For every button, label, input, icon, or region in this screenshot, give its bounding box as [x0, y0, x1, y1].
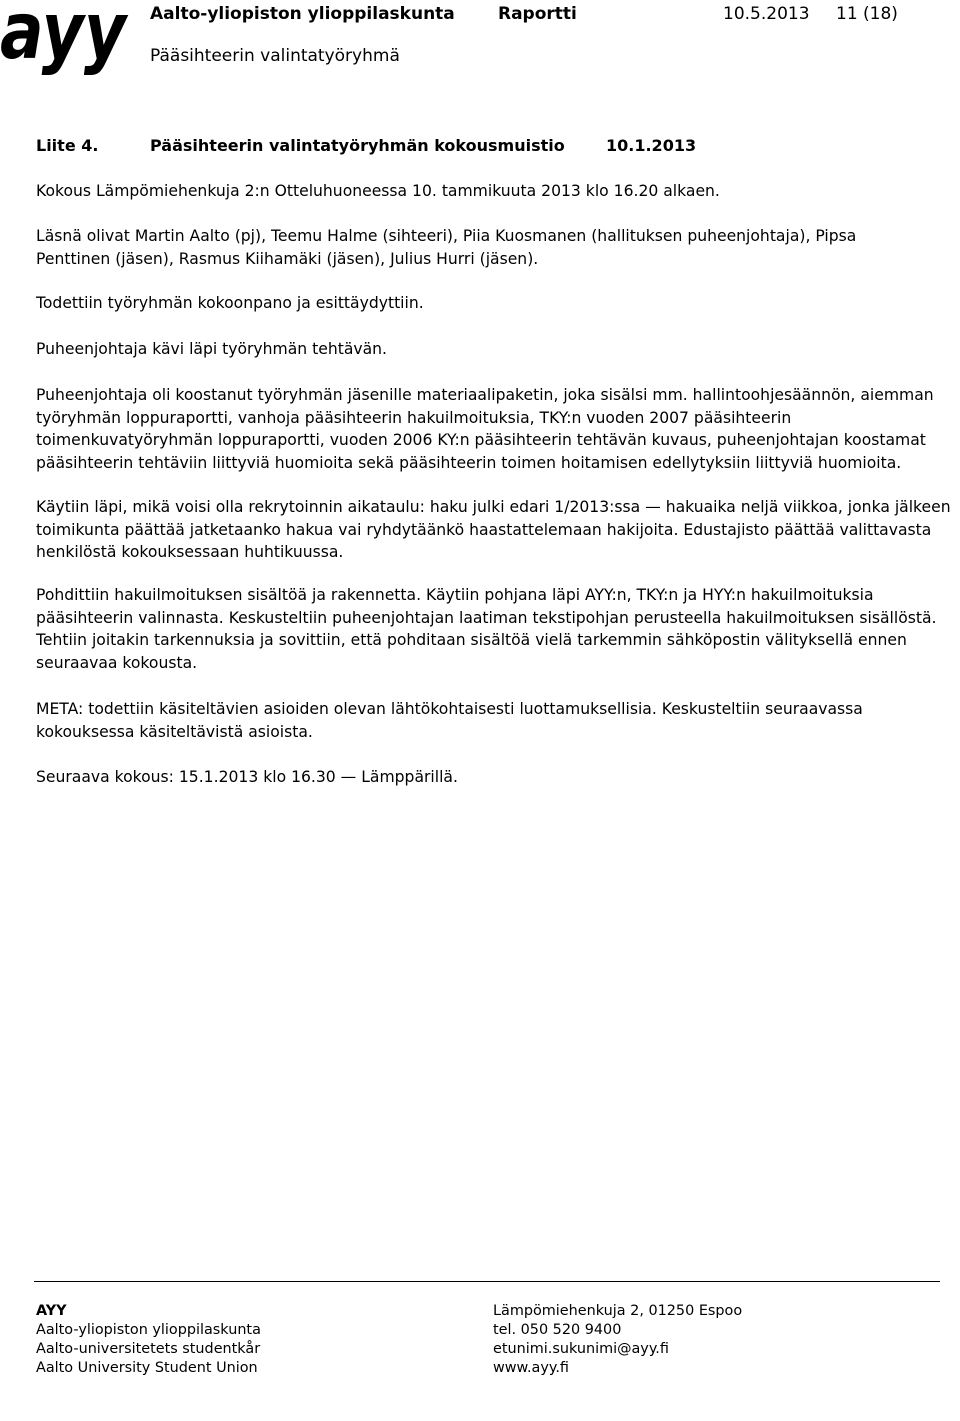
text-line: kokouksessa käsiteltävistä asioista. — [36, 722, 313, 741]
footer-address: Lämpömiehenkuja 2, 01250 Espoo — [493, 1303, 743, 1319]
footer-org-en: Aalto University Student Union — [36, 1360, 258, 1376]
text-line: seuraavaa kokousta. — [36, 653, 198, 672]
text-line: META: todettiin käsiteltävien asioiden olevan lähtökohtaisesti luottamuksellisia. Keskusteltiin seuraavassa — [36, 700, 863, 718]
appendix-title: Pääsihteerin valintatyöryhmän kokousmuistio — [150, 136, 565, 155]
footer-org-short: AYY — [36, 1303, 67, 1319]
footer-divider — [34, 1281, 940, 1282]
text-line: toimenkuvatyöryhmän loppuraportti, vuoden 2006 KY:n pääsihteerin tehtävän kuvaus, puheenjohtajan koostamat — [36, 431, 926, 450]
paragraph-announcement — [36, 584, 937, 674]
text-line: Tehtiin joitakin tarkennuksia ja sovittiin, että pohditaan sisältöä vielä tarkemmin sähköpostin välityksellä ennen — [36, 631, 907, 650]
header-page: 11 (18) — [836, 4, 898, 24]
header-date: 10.5.2013 — [723, 4, 810, 24]
text-line: pääsihteerin tehtäviin liittyviä huomioita sekä pääsihteerin toimen hoitamisen edellytyksiin liittyviä huomioita. — [36, 453, 902, 472]
text-line: Kokous Lämpömiehenkuja 2:n Otteluhuoneessa 10. tammikuuta 2013 klo 16.20 alkaen. — [36, 182, 720, 200]
text-line: toimikunta päättää jatketaanko hakua vai ryhdytäänkö haastattelemaan hakijoita. Edustajisto päättää valittavasta — [36, 520, 932, 539]
paragraph-meta — [36, 698, 863, 743]
footer-organization — [36, 1302, 261, 1378]
header-doc-type: Raportti — [498, 4, 577, 24]
text-line: työryhmän loppuraportti, vanhoja pääsihteerin hakuilmoituksia, TKY:n vuoden 2007 pääsihteerin — [36, 408, 792, 427]
footer-org-sv: Aalto-universitetets studentkår — [36, 1341, 261, 1357]
text-line: Läsnä olivat Martin Aalto (pj), Teemu Halme (sihteeri), Piia Kuosmanen (hallituksen puheenjohtaja), Pipsa — [36, 227, 857, 245]
footer-phone: tel. 050 520 9400 — [493, 1322, 622, 1338]
paragraph-meeting-info — [36, 180, 720, 203]
text-line: Penttinen (jäsen), Rasmus Kiihamäki (jäsen), Julius Hurri (jäsen). — [36, 249, 539, 268]
paragraph-task — [36, 338, 387, 361]
footer-contact — [493, 1302, 742, 1378]
text-line: Todettiin työryhmän kokoonpano ja esittäydyttiin. — [36, 294, 424, 312]
header-subtitle: Pääsihteerin valintatyöryhmä — [150, 46, 400, 66]
logo-text: ayy — [0, 0, 129, 77]
footer-email[interactable]: etunimi.sukunimi@ayy.fi — [493, 1341, 669, 1357]
paragraph-attendees — [36, 225, 856, 270]
text-line: Käytiin läpi, mikä voisi olla rekrytoinnin aikataulu: haku julki edari 1/2013:ssa — hakuaika neljä viikkoa, jonka jälkeen — [36, 498, 951, 516]
text-line: henkilöstä kokouksessaan huhtikuussa. — [36, 543, 344, 562]
text-line: Seuraava kokous: 15.1.2013 klo 16.30 — Lämppärillä. — [36, 768, 458, 786]
ayy-logo — [0, 0, 130, 100]
paragraph-next-meeting — [36, 766, 458, 789]
text-line: Pohdittiin hakuilmoituksen sisältöä ja rakennetta. Käytiin pohjana läpi AYY:n, TKY:n ja HYY:n hakuilmoituksia — [36, 586, 874, 604]
appendix-date: 10.1.2013 — [606, 136, 697, 155]
paragraph-schedule — [36, 496, 951, 564]
footer-org-fi: Aalto-yliopiston ylioppilaskunta — [36, 1322, 261, 1338]
paragraph-composition — [36, 292, 424, 315]
text-line: Puheenjohtaja oli koostanut työryhmän jäsenille materiaalipaketin, joka sisälsi mm. hallintoohjesäännön, aiemman — [36, 386, 934, 404]
header-organization: Aalto-yliopiston ylioppilaskunta — [150, 4, 455, 24]
appendix-label: Liite 4. — [36, 136, 99, 155]
footer-website[interactable]: www.ayy.fi — [493, 1360, 569, 1376]
text-line: pääsihteerin valinnasta. Keskusteltiin puheenjohtajan laatiman tekstipohjan perusteella hakuilmoituksen sisällöstä. — [36, 608, 937, 627]
text-line: Puheenjohtaja kävi läpi työryhmän tehtävän. — [36, 340, 388, 358]
paragraph-material — [36, 384, 934, 474]
